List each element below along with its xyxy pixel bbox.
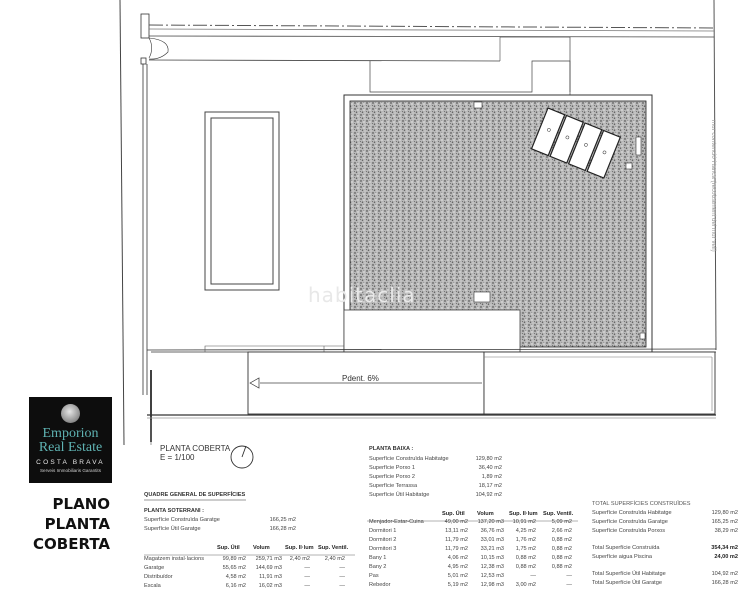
table-cell: 99,89 m2 [222, 556, 246, 562]
watermark: habitaclia [308, 283, 416, 307]
table-cell: 0,88 m2 [551, 546, 572, 552]
table-cell: 11,79 m2 [445, 537, 468, 543]
table-cell: — [339, 583, 345, 589]
soterrani-summary-value: 166,28 m2 [269, 526, 296, 532]
baixa-summary-label: Superfície Terrassa [369, 483, 418, 489]
general-table-heading: QUADRE GENERAL DE SUPERFÍCIES [144, 492, 246, 498]
baixa-heading: PLANTA BAIXA : [369, 446, 414, 452]
table-row-name: Bany 2 [369, 564, 387, 570]
table-row-name: Dormitori 2 [369, 537, 397, 543]
table-cell: 11,91 m3 [259, 574, 282, 580]
col-header: Sup. Útil [217, 545, 240, 551]
table-cell: — [304, 565, 310, 571]
table-cell: 0,88 m2 [515, 564, 536, 570]
table-cell: 49,00 m2 [444, 519, 468, 525]
table-cell: 137,20 m3 [477, 519, 504, 525]
brand-tagline: Serveis Immobiliaris Garantits [39, 468, 101, 473]
baixa-summary-value: 129,80 m2 [475, 456, 502, 462]
table-cell: 33,01 m3 [480, 537, 504, 543]
brand-name-line1: Emporion [42, 426, 99, 441]
totals-label: Superfície Construïda Garatge [592, 519, 668, 525]
totals-value: 166,28 m2 [711, 580, 738, 586]
table-row-name: Garatge [144, 565, 165, 571]
pool-water-area: 24,00 m2 [714, 554, 738, 560]
brand-name-line2: Real Estate [38, 440, 103, 455]
table-cell: 12,38 m3 [480, 564, 504, 570]
table-row-name: Rebedor [369, 582, 391, 588]
table-cell: 33,21 m3 [480, 546, 504, 552]
totals-label: Superfície Construïda Habitatge [592, 510, 672, 516]
table-cell: 0,88 m2 [551, 564, 572, 570]
table-cell: 1,75 m2 [515, 546, 536, 552]
table-row-name: Menjador-Estar-Cuina [369, 519, 424, 525]
table-cell: 2,40 m2 [324, 556, 345, 562]
plan-label [160, 444, 230, 462]
table-cell: 4,25 m2 [515, 528, 536, 534]
soterrani-summary-label: Superfície Construïda Garatge [144, 517, 220, 523]
soterrani-summary-label: Superfície Útil Garatge [144, 526, 201, 532]
total-built-area: 354,34 m2 [711, 545, 738, 551]
table-cell: 4,95 m2 [447, 564, 468, 570]
table-cell: 2,40 m2 [289, 556, 310, 562]
col-header: Sup. Útil [442, 511, 465, 517]
baixa-summary-label: Superfície Porxo 1 [369, 465, 416, 471]
table-cell: 55,65 m2 [222, 565, 246, 571]
col-header: Volum [253, 545, 270, 551]
baixa-summary-value: 36,40 m2 [478, 465, 502, 471]
table-cell: 4,58 m2 [225, 574, 246, 580]
title-line-2: PLANTA [44, 515, 110, 533]
table-cell: 6,16 m2 [225, 583, 246, 589]
table-cell: 10,91 m2 [512, 519, 536, 525]
baixa-summary-value: 104,92 m2 [475, 492, 502, 498]
table-cell: 5,09 m2 [551, 519, 572, 525]
soterrani-heading: PLANTA SOTERRANI : [144, 508, 204, 514]
table-cell: 5,19 m2 [447, 582, 468, 588]
table-row-name: Magatzem instal·lacions [144, 556, 205, 562]
baixa-summary-label: Superfície Útil Habitatge [369, 492, 430, 498]
col-header: Sup. Il·lum [285, 545, 314, 551]
table-cell: 1,76 m2 [515, 537, 536, 543]
table-cell: — [566, 573, 572, 579]
table-cell: — [339, 574, 345, 580]
table-cell: 11,79 m2 [445, 546, 468, 552]
table-row-name: Escala [144, 583, 161, 589]
totals-label: Total Superfície Construïda [592, 545, 660, 551]
table-row-name: Distribuïdor [144, 574, 173, 580]
baixa-summary-value: 18,17 m2 [478, 483, 502, 489]
totals-heading: TOTAL SUPERFÍCIES CONSTRUÏDES [592, 501, 691, 507]
table-cell: 4,06 m2 [447, 555, 468, 561]
document-title [20, 494, 110, 554]
totals-value: 104,92 m2 [711, 571, 738, 577]
retaining-wall-note: mur contenció i tanca (recolzament del mur vell) [710, 120, 717, 252]
table-cell: 13,11 m2 [445, 528, 468, 534]
baixa-summary-label: Superfície Construïda Habitatge [369, 456, 449, 462]
table-row-name: Bany 1 [369, 555, 387, 561]
totals-value: 165,25 m2 [711, 519, 738, 525]
table-cell: — [339, 565, 345, 571]
table-cell: — [304, 583, 310, 589]
table-cell: 5,01 m2 [447, 573, 468, 579]
coin-emblem-icon [61, 404, 80, 423]
table-cell: 12,53 m3 [480, 573, 504, 579]
brand-logo [29, 397, 112, 483]
table-row-name: Dormitori 1 [369, 528, 397, 534]
soterrani-summary-value: 166,25 m2 [269, 517, 296, 523]
table-cell: 144,69 m3 [255, 565, 282, 571]
title-line-3: COBERTA [33, 535, 110, 553]
totals-label: Superfície aigua Piscina [592, 554, 653, 560]
plan-name: PLANTA COBERTA [160, 444, 231, 453]
table-cell: 36,76 m3 [480, 528, 504, 534]
table-cell: 259,71 m3 [255, 556, 282, 562]
plan-scale: E = 1/100 [160, 453, 195, 462]
table-cell: 16,02 m3 [258, 583, 282, 589]
title-line-1: PLANO [52, 495, 110, 513]
table-row-name: Dormitori 3 [369, 546, 397, 552]
totals-label: Total Superfície Útil Habitatge [592, 571, 666, 577]
table-cell: — [530, 573, 536, 579]
totals-value: 129,80 m2 [711, 510, 738, 516]
col-header: Sup. Ventil. [543, 511, 574, 517]
baixa-summary-value: 1,89 m2 [481, 474, 502, 480]
col-header: Volum [477, 511, 494, 517]
table-cell: 12,98 m3 [480, 582, 504, 588]
table-cell: 0,88 m2 [551, 555, 572, 561]
baixa-summary-label: Superfície Porxo 2 [369, 474, 416, 480]
totals-label: Total Superfície Útil Garatge [592, 580, 662, 586]
totals-label: Superfície Construïda Porxos [592, 528, 666, 534]
table-cell: 10,15 m3 [480, 555, 504, 561]
col-header: Sup. Ventil. [318, 545, 349, 551]
col-header: Sup. Il·lum [509, 511, 538, 517]
table-row-name: Pas [369, 573, 379, 579]
table-cell: 0,88 m2 [515, 555, 536, 561]
brand-region: COSTA BRAVA [36, 459, 105, 466]
totals-value: 38,29 m2 [714, 528, 738, 534]
table-cell: 2,66 m2 [551, 528, 572, 534]
table-cell: 0,88 m2 [551, 537, 572, 543]
slope-label: Pdent. 6% [342, 374, 379, 383]
table-cell: 3,00 m2 [515, 582, 536, 588]
table-cell: — [304, 574, 310, 580]
table-cell: — [566, 582, 572, 588]
